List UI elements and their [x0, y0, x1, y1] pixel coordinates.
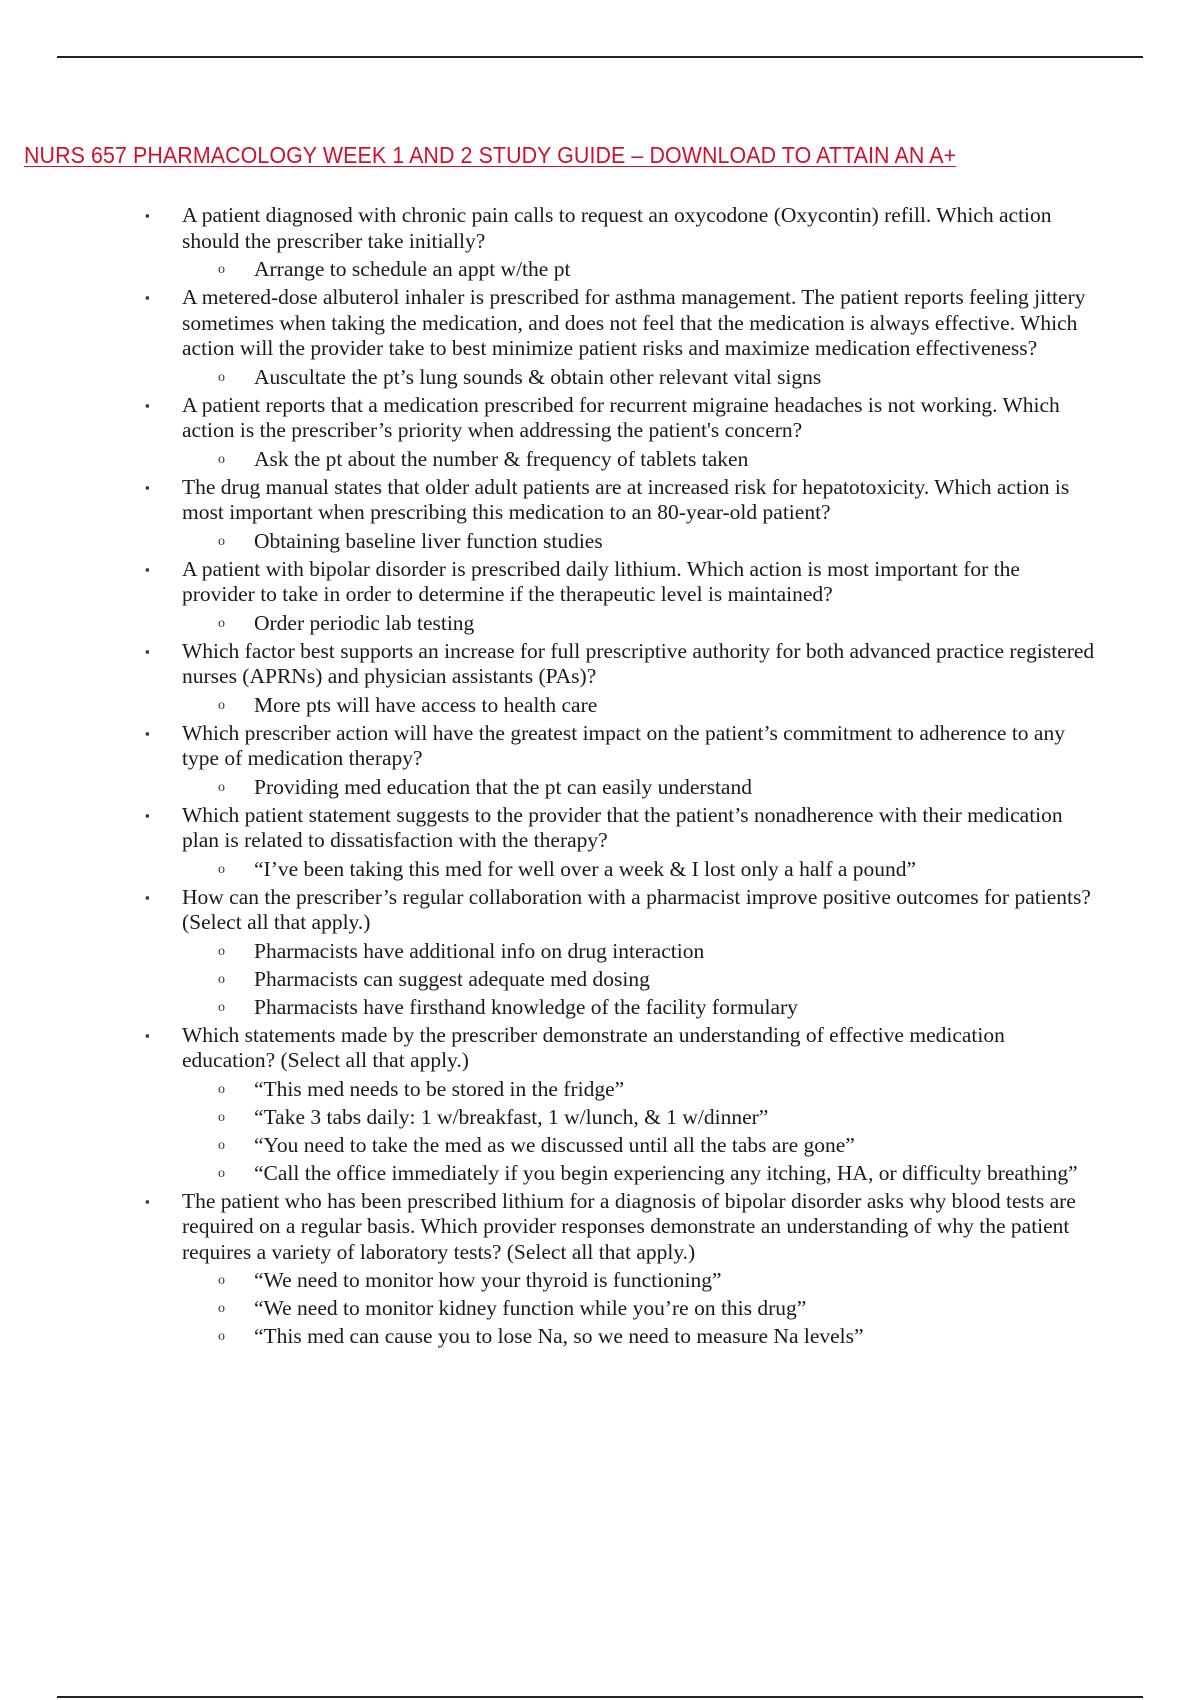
answer-text: Obtaining baseline liver function studies: [254, 528, 603, 553]
bullet-icon: ▪: [145, 397, 150, 413]
answer-item: [0, 527, 1200, 555]
answer-list: [0, 255, 1200, 283]
list-item: [0, 1189, 1200, 1351]
question-text: A patient diagnosed with chronic pain calls to request an oxycodone (Oxycontin) refill. Which action should the prescriber take initially?: [182, 203, 1052, 253]
answer-text: Pharmacists have additional info on drug interaction: [254, 938, 705, 963]
circle-bullet-icon: o: [218, 1329, 225, 1344]
question-list: [0, 203, 1200, 1352]
circle-bullet-icon: o: [218, 615, 225, 631]
list-item: [0, 885, 1200, 1021]
question: [0, 475, 1200, 526]
circle-bullet-icon: o: [218, 1137, 225, 1153]
answer-item: [0, 1294, 1200, 1322]
bullet-icon: ▪: [145, 561, 150, 577]
answer-list: [0, 609, 1200, 637]
answer-list: [0, 773, 1200, 801]
answer-text: “I’ve been taking this med for well over a week & I lost only a half a pound”: [254, 856, 917, 881]
circle-bullet-icon: o: [218, 369, 225, 385]
answer-text: “We need to monitor how your thyroid is functioning”: [254, 1268, 722, 1292]
question-text: Which statements made by the prescriber demonstrate an understanding of effective medication education? (Select all that apply.): [182, 1022, 1005, 1072]
bullet-icon: ▪: [145, 208, 150, 223]
answer-text: “You need to take the med as we discussed until all the tabs are gone”: [254, 1132, 855, 1157]
answer-text: “We need to monitor kidney function while you’re on this drug”: [254, 1296, 807, 1320]
list-item: [0, 203, 1200, 283]
bullet-icon: ▪: [145, 290, 150, 305]
list-item: [0, 393, 1200, 473]
answer-list: [0, 1266, 1200, 1350]
list-item: [0, 639, 1200, 719]
question: [0, 1189, 1200, 1266]
answer-text: More pts will have access to health care: [254, 692, 598, 717]
answer-item: [0, 1266, 1200, 1294]
list-item: [0, 557, 1200, 637]
answer-list: [0, 855, 1200, 883]
question-text: A patient reports that a medication prescribed for recurrent migraine headaches is not working. Which action is the prescriber’s priority when addressing the patient's concern?: [182, 392, 1060, 442]
circle-bullet-icon: o: [218, 697, 225, 713]
answer-text: “Take 3 tabs daily: 1 w/breakfast, 1 w/lunch, & 1 w/dinner”: [254, 1104, 769, 1129]
question-text: How can the prescriber’s regular collaboration with a pharmacist improve positive outcomes for patients? (Select all that apply.): [182, 884, 1091, 934]
circle-bullet-icon: o: [218, 533, 225, 549]
list-item: [0, 475, 1200, 555]
answer-text: “This med needs to be stored in the fridge”: [254, 1076, 625, 1101]
circle-bullet-icon: o: [218, 1165, 225, 1181]
question: [0, 885, 1200, 936]
circle-bullet-icon: o: [218, 971, 225, 987]
answer-text: Pharmacists have firsthand knowledge of the facility formulary: [254, 994, 798, 1019]
question-text: The drug manual states that older adult patients are at increased risk for hepatotoxicity. Which action is most important when prescribing this medication to an 80-year-old patient?: [182, 474, 1070, 524]
bullet-icon: ▪: [145, 1027, 150, 1043]
answer-item: [0, 691, 1200, 719]
answer-list: [0, 527, 1200, 555]
answer-text: Auscultate the pt’s lung sounds & obtain other relevant vital signs: [254, 364, 822, 389]
question: [0, 285, 1200, 362]
answer-item: [0, 363, 1200, 391]
question: [0, 803, 1200, 854]
top-rule: [57, 56, 1143, 58]
circle-bullet-icon: o: [218, 779, 225, 795]
bullet-icon: ▪: [145, 725, 150, 741]
answer-list: [0, 937, 1200, 1021]
question: [0, 639, 1200, 690]
question-text: A metered-dose albuterol inhaler is prescribed for asthma management. The patient reports feeling jittery sometimes when taking the medication, and does not feel that the medication is always effective. Which action will the provider take to best minimize patient risks and maximize medication effectiveness?: [182, 285, 1086, 360]
circle-bullet-icon: o: [218, 1301, 225, 1316]
bullet-icon: ▪: [145, 889, 150, 905]
bullet-icon: ▪: [145, 479, 150, 495]
bullet-icon: ▪: [145, 807, 150, 823]
answer-item: [0, 255, 1200, 283]
question: [0, 721, 1200, 772]
answer-list: [0, 1075, 1200, 1187]
answer-text: Providing med education that the pt can easily understand: [254, 774, 752, 799]
answer-text: Pharmacists can suggest adequate med dosing: [254, 966, 650, 991]
question: [0, 557, 1200, 608]
answer-text: “Call the office immediately if you begin experiencing any itching, HA, or difficulty breathing”: [254, 1160, 1078, 1185]
question-text: The patient who has been prescribed lithium for a diagnosis of bipolar disorder asks why blood tests are required on a regular basis. Which provider responses demonstrate an understanding of why the patient requires a variety of laboratory tests? (Select all that apply.): [182, 1188, 1076, 1264]
question-text: Which patient statement suggests to the provider that the patient’s nonadherence with their medication plan is related to dissatisfaction with the therapy?: [182, 802, 1063, 852]
circle-bullet-icon: o: [218, 943, 225, 959]
question: [0, 1023, 1200, 1074]
bullet-icon: ▪: [145, 1193, 150, 1209]
answer-list: [0, 363, 1200, 391]
answer-item: [0, 1131, 1200, 1159]
answer-list: [0, 445, 1200, 473]
answer-item: [0, 1103, 1200, 1131]
circle-bullet-icon: o: [218, 262, 225, 277]
circle-bullet-icon: o: [218, 861, 225, 877]
page-title: NURS 657 PHARMACOLOGY WEEK 1 AND 2 STUDY GUIDE – DOWNLOAD TO ATTAIN AN A+: [24, 142, 957, 168]
answer-text: Ask the pt about the number & frequency of tablets taken: [254, 446, 749, 471]
list-item: [0, 285, 1200, 391]
answer-text: “This med can cause you to lose Na, so we need to measure Na levels”: [254, 1324, 864, 1348]
question: [0, 203, 1200, 254]
answer-item: [0, 965, 1200, 993]
question: [0, 393, 1200, 444]
list-item: [0, 721, 1200, 801]
list-item: [0, 803, 1200, 883]
answer-item: [0, 1322, 1200, 1350]
answer-item: [0, 773, 1200, 801]
answer-list: [0, 691, 1200, 719]
answer-item: [0, 1075, 1200, 1103]
bottom-rule: [57, 1696, 1143, 1698]
circle-bullet-icon: o: [218, 1109, 225, 1125]
answer-item: [0, 993, 1200, 1021]
list-item: [0, 1023, 1200, 1187]
bullet-icon: ▪: [145, 643, 150, 659]
question-text: Which prescriber action will have the greatest impact on the patient’s commitment to adherence to any type of medication therapy?: [182, 720, 1065, 770]
question-text: Which factor best supports an increase for full prescriptive authority for both advanced practice registered nurses (APRNs) and physician assistants (PAs)?: [182, 638, 1095, 688]
answer-item: [0, 445, 1200, 473]
answer-text: Arrange to schedule an appt w/the pt: [254, 257, 571, 281]
answer-item: [0, 1159, 1200, 1187]
answer-item: [0, 937, 1200, 965]
circle-bullet-icon: o: [218, 451, 225, 467]
answer-text: Order periodic lab testing: [254, 610, 475, 635]
answer-item: [0, 609, 1200, 637]
circle-bullet-icon: o: [218, 1081, 225, 1097]
circle-bullet-icon: o: [218, 1273, 225, 1288]
answer-item: [0, 855, 1200, 883]
circle-bullet-icon: o: [218, 999, 225, 1015]
question-text: A patient with bipolar disorder is prescribed daily lithium. Which action is most important for the provider to take in order to determine if the therapeutic level is maintained?: [182, 556, 1020, 606]
